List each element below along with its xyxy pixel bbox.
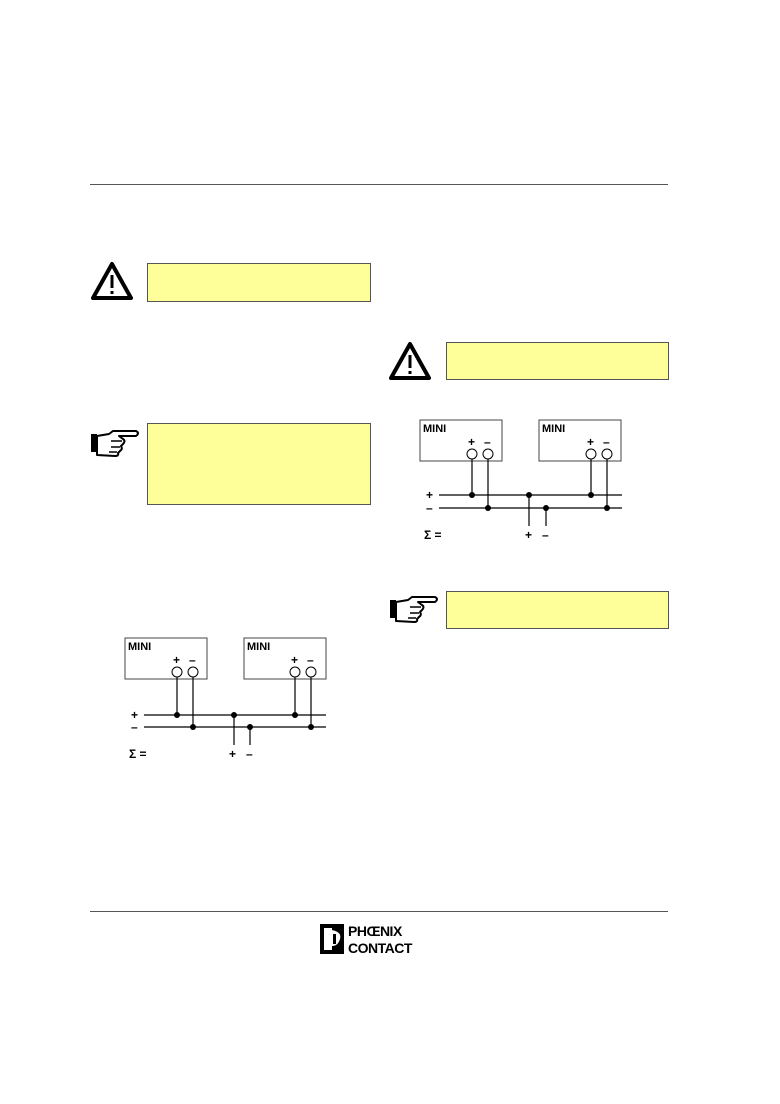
output-plus-label: + <box>229 747 237 761</box>
terminal-minus-label-2: – <box>603 435 610 449</box>
terminal-minus-2 <box>306 667 316 677</box>
sum-label: Σ = <box>424 528 442 542</box>
tip-note-box <box>446 591 669 629</box>
right-wiring-diagram <box>415 416 630 551</box>
terminal-minus-1 <box>188 667 198 677</box>
terminal-minus-label-1: – <box>189 653 196 667</box>
module-label-2: MINI <box>542 423 566 435</box>
sum-label: Σ = <box>129 747 147 761</box>
header-rule <box>90 184 668 185</box>
tip-note-box <box>147 423 371 505</box>
terminal-minus-2 <box>602 449 612 459</box>
output-minus-label: – <box>542 528 549 542</box>
terminal-plus-label-1: + <box>173 653 181 667</box>
terminal-plus-2 <box>290 667 300 677</box>
module-label-2: MINI <box>247 641 271 653</box>
bus-plus-label: + <box>131 708 139 722</box>
terminal-minus-label-2: – <box>307 653 314 667</box>
module-label-1: MINI <box>423 423 447 435</box>
terminal-plus-label-2: + <box>291 653 299 667</box>
pointing-hand-icon <box>388 594 440 624</box>
left-wiring-diagram <box>120 634 335 769</box>
bus-plus-label: + <box>426 488 434 502</box>
terminal-plus-1 <box>172 667 182 677</box>
warning-triangle-icon <box>90 261 134 301</box>
phoenix-contact-logo <box>320 922 440 956</box>
bus-minus-label: – <box>131 720 138 734</box>
terminal-plus-label-2: + <box>587 435 595 449</box>
footer-rule <box>90 911 668 912</box>
output-minus-label: – <box>246 747 253 761</box>
warning-note-box <box>147 263 371 302</box>
terminal-plus-2 <box>586 449 596 459</box>
terminal-plus-1 <box>467 449 477 459</box>
bus-minus-label: – <box>426 501 433 515</box>
terminal-minus-1 <box>483 449 493 459</box>
pointing-hand-icon <box>89 428 141 458</box>
warning-triangle-icon <box>388 341 432 381</box>
logo-line-2: CONTACT <box>348 940 412 956</box>
module-label-1: MINI <box>128 641 152 653</box>
output-plus-label: + <box>525 528 533 542</box>
warning-note-box <box>446 342 669 380</box>
terminal-minus-label-1: – <box>484 435 491 449</box>
terminal-plus-label-1: + <box>468 435 476 449</box>
logo-line-1: PHŒNIX <box>348 923 402 939</box>
